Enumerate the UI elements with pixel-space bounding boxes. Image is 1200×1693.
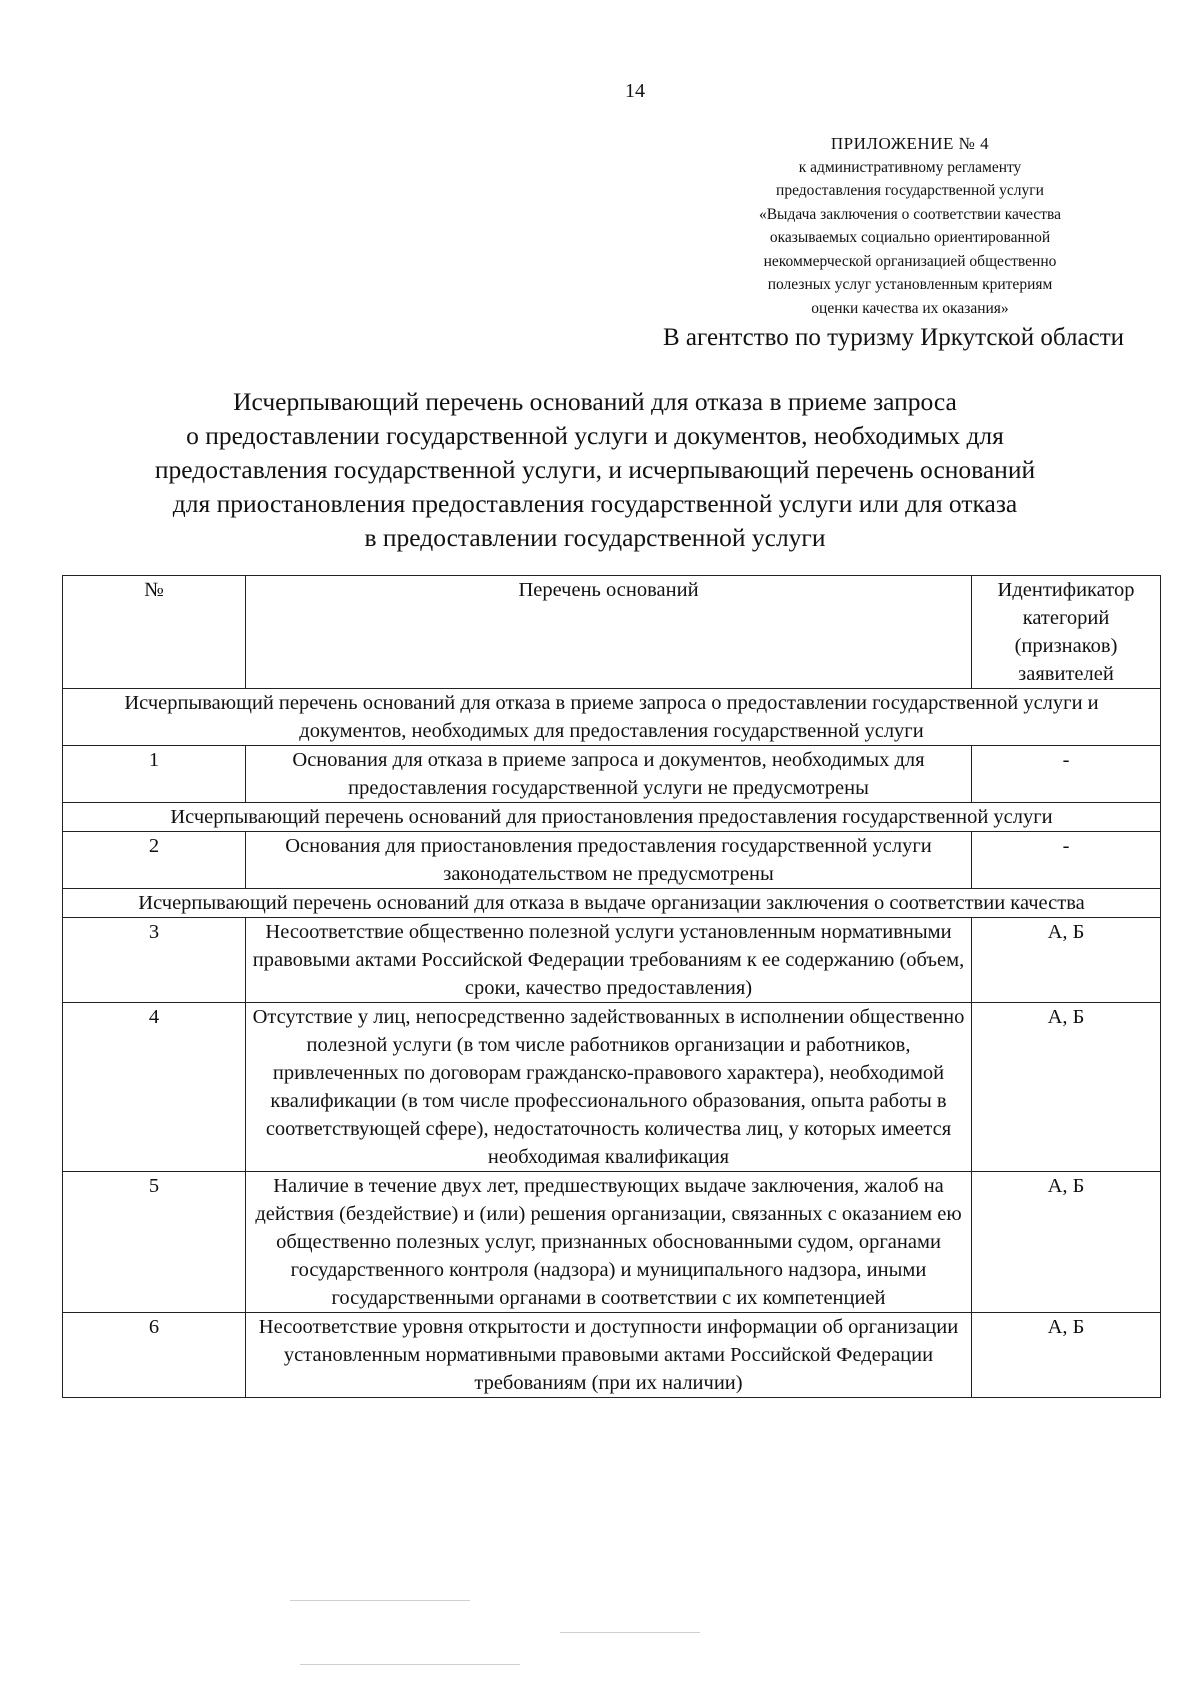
appendix-line: оценки качества их оказания» [811,299,1009,317]
section-title: Исчерпывающий перечень оснований для приостановления предоставления государственной услуги [63,803,1161,832]
addressee: В агентство по туризму Иркутской области [663,324,1124,351]
section-row [63,803,1161,832]
row-number: 3 [63,918,246,1003]
row-identifier: А, Б [972,1172,1161,1313]
appendix-header [700,132,1120,320]
table-row [63,918,1161,1003]
row-identifier: - [972,746,1161,803]
row-text: Несоответствие уровня открытости и доступности информации об организации установленным нормативными правовыми актами Российской Федерации требованиям (при их наличии) [246,1313,972,1398]
header-number: № [63,576,246,689]
title-line: о предоставлении государственной услуги и документов, необходимых для [186,421,1004,450]
appendix-line: некоммерческой организацией общественно [763,252,1057,270]
section-title: Исчерпывающий перечень оснований для отказа в выдаче организации заключения о соответствии качества [63,889,1161,918]
scan-noise [300,1664,520,1665]
table-row [63,1003,1161,1172]
row-text: Основания для отказа в приеме запроса и документов, необходимых для предоставления государственной услуги не предусмотрены [246,746,972,803]
appendix-line: полезных услуг установленным критериям [767,276,1053,293]
grounds-table [62,575,1161,1398]
section-row [63,689,1161,746]
row-number: 5 [63,1172,246,1313]
row-text: Наличие в течение двух лет, предшествующих выдаче заключения, жалоб на действия (бездействие) и (или) решения организации, связанных с оказанием ею общественно полезных услуг, признанных обоснованными судом, органами государственного контроля (надзора) и муниципального надзора, иными государственными органами в соответствии с их компетенцией [246,1172,972,1313]
appendix-line: оказываемых социально ориентированной [769,229,1051,246]
table-header-row [63,576,1161,689]
section-row [63,889,1161,918]
title-line: для приостановления предоставления государственной услуги или для отказа [172,489,1018,518]
header-grounds: Перечень оснований [246,576,972,689]
row-text: Основания для приостановления предоставления государственной услуги законодательством не предусмотрены [246,832,972,889]
scan-noise [560,1632,700,1633]
row-number: 6 [63,1313,246,1398]
appendix-line: «Выдача заключения о соответствии качества [758,205,1062,223]
table-row [63,746,1161,803]
row-identifier: А, Б [972,918,1161,1003]
row-identifier: А, Б [972,1313,1161,1398]
row-text: Отсутствие у лиц, непосредственно задействованных в исполнении общественно полезной услуги (в том числе работников организации и работников, привлеченных по договорам гражданско-правового характера), необходимой квалификации (в том числе профессионального образования, опыта работы в соответствующей сфере), недостаточность количества лиц, у которых имеется необходимая квалификация [246,1003,972,1172]
title-line: Исчерпывающий перечень оснований для отказа в приеме запроса [233,387,957,416]
row-number: 4 [63,1003,246,1172]
document-title [80,385,1110,555]
row-text: Несоответствие общественно полезной услуги установленным нормативными правовыми актами Российской Федерации требованиям к ее содержанию (объем, сроки, качество предоставления) [246,918,972,1003]
title-line: предоставления государственной услуги, и исчерпывающий перечень оснований [154,455,1036,484]
row-identifier: А, Б [972,1003,1161,1172]
appendix-line: предоставления государственной услуги [776,182,1044,199]
row-number: 1 [63,746,246,803]
table-row [63,832,1161,889]
row-identifier: - [972,832,1161,889]
table-row [63,1313,1161,1398]
table-row [63,1172,1161,1313]
header-identifier: Идентификатор категорий (признаков) заявителей [972,576,1161,689]
appendix-line: к административному регламенту [798,158,1022,176]
appendix-title: ПРИЛОЖЕНИЕ № 4 [830,134,990,153]
section-title: Исчерпывающий перечень оснований для отказа в приеме запроса о предоставлении государственной услуги и документов, необходимых для предоставления государственной услуги [63,689,1161,746]
scan-noise [290,1600,470,1601]
page-number: 14 [625,80,645,102]
row-number: 2 [63,832,246,889]
title-line: в предоставлении государственной услуги [364,523,826,552]
